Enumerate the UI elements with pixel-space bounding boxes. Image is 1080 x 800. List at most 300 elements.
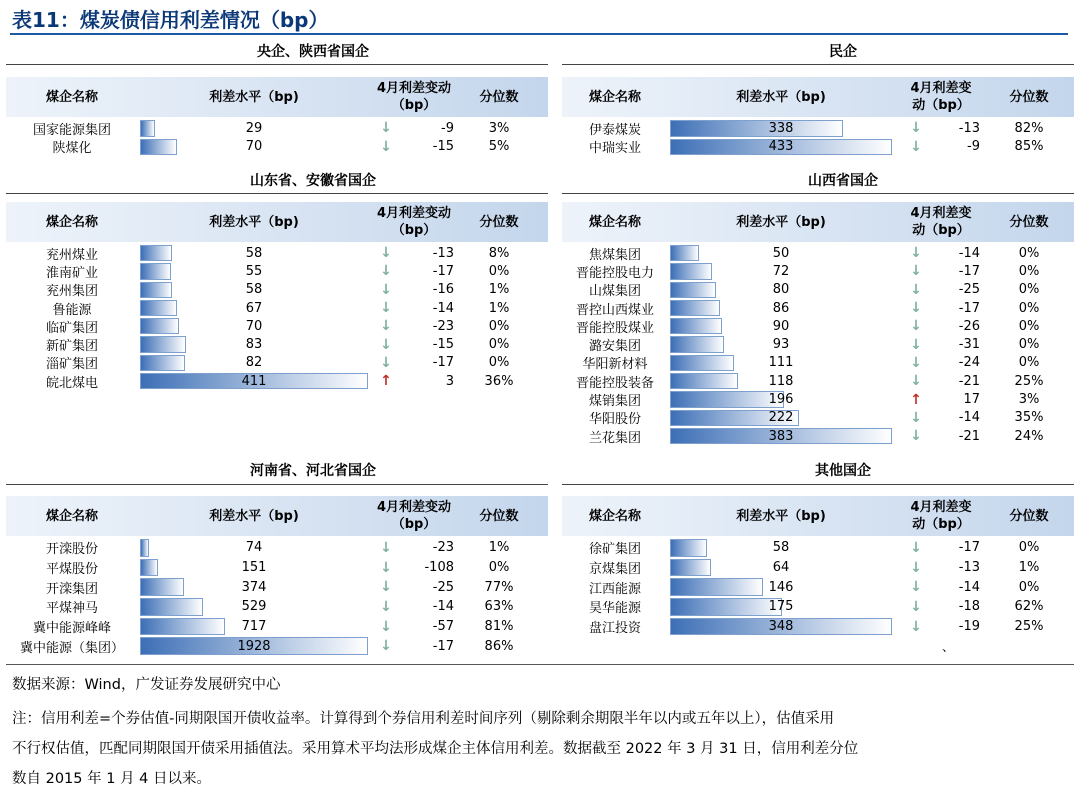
- spread-change: -14: [432, 599, 454, 615]
- spread-change: 3: [445, 373, 454, 389]
- spread-bar: [670, 318, 722, 334]
- company-name: 国家能源集团: [32, 122, 111, 138]
- spread-bar: [140, 355, 185, 371]
- spread-bar: [670, 578, 763, 596]
- spread-bar: [140, 300, 177, 316]
- percentile: 0%: [1018, 355, 1040, 371]
- spread-bar: [140, 245, 172, 261]
- spread-value: 82: [245, 355, 263, 371]
- spread-change: -19: [958, 619, 980, 635]
- arrow-down-icon: ↓: [380, 318, 392, 335]
- table-body: [6, 242, 548, 390]
- spread-level: [140, 558, 368, 578]
- header-change: 4月利差变动（bp）: [910, 500, 972, 532]
- company-name: 煤销集团: [588, 394, 641, 410]
- spread-level: [140, 281, 368, 299]
- section-title: 其他国企: [815, 463, 871, 479]
- spread-value: 58: [772, 540, 790, 556]
- table-row: [6, 538, 548, 558]
- spread-bar: [140, 318, 179, 334]
- spread-bar: [140, 139, 177, 156]
- table-body: [6, 117, 548, 156]
- footer-rule: [6, 664, 1074, 665]
- spread-value: 72: [772, 263, 790, 279]
- note-line-3: 数自 2015 年 1 月 4 日以来。: [12, 771, 212, 787]
- company-name: 临矿集团: [45, 320, 98, 336]
- table-row: [562, 427, 1074, 445]
- percentile: 81%: [484, 619, 514, 635]
- note-line-2: 不行权估值，匹配同期限国开债采用插值法。采用算术平均法形成煤企主体信用利差。数据截至 2022 年 3 月 31 日，信用利差分位: [12, 741, 859, 757]
- spread-level: [140, 262, 368, 280]
- table-header: [562, 77, 1074, 117]
- section-rule: [6, 484, 548, 485]
- spread-bar: [670, 245, 699, 261]
- spread-level: [670, 597, 892, 617]
- company-name: 平煤股份: [45, 562, 98, 578]
- spread-bar: [670, 120, 843, 137]
- company-name: 兖州煤业: [45, 247, 98, 263]
- spread-level: [670, 577, 892, 597]
- spread-value: 29: [245, 120, 263, 136]
- spread-value: 433: [768, 139, 794, 155]
- table-row: [562, 138, 1074, 157]
- table-row: [6, 354, 548, 372]
- percentile: 0%: [1018, 263, 1040, 279]
- panel-other: [562, 496, 1074, 636]
- arrow-down-icon: ↓: [910, 300, 922, 317]
- table-row: [562, 119, 1074, 138]
- table-header: [562, 496, 1074, 536]
- percentile: 1%: [1018, 560, 1040, 576]
- header-level: 利差水平（bp): [736, 214, 826, 230]
- spread-level: [670, 244, 892, 262]
- spread-value: 86: [772, 300, 790, 316]
- table-row: [562, 262, 1074, 280]
- table-row: [562, 409, 1074, 427]
- company-name: 皖北煤电: [45, 375, 98, 391]
- percentile: 35%: [1014, 410, 1044, 426]
- table-row: [562, 335, 1074, 353]
- spread-level: [670, 409, 892, 427]
- spread-level: [140, 299, 368, 317]
- spread-level: [140, 354, 368, 372]
- table-row: [6, 335, 548, 353]
- spread-change: -17: [958, 300, 980, 316]
- spread-level: [670, 558, 892, 578]
- spread-bar: [670, 373, 738, 389]
- table-row: [6, 597, 548, 617]
- table-header: [6, 202, 548, 242]
- percentile: 63%: [484, 599, 514, 615]
- section-title: 山西省国企: [808, 173, 878, 189]
- spread-change: -14: [958, 245, 980, 261]
- arrow-down-icon: ↓: [910, 245, 922, 262]
- arrow-down-icon: ↓: [910, 336, 922, 353]
- spread-bar: [140, 263, 171, 279]
- spread-value: 717: [241, 619, 267, 635]
- header-change: 4月利差变动（bp）: [910, 206, 972, 238]
- percentile: 85%: [1014, 139, 1044, 155]
- spread-bar: [140, 282, 172, 298]
- header-level: 利差水平（bp): [209, 214, 299, 230]
- header-percentile: 分位数: [1009, 508, 1049, 524]
- spread-value: 55: [245, 263, 263, 279]
- arrow-down-icon: ↓: [910, 598, 922, 615]
- table-body: [562, 536, 1074, 636]
- spread-change: -21: [958, 373, 980, 389]
- spread-level: [670, 138, 892, 157]
- spread-change: -17: [958, 263, 980, 279]
- spread-value: 338: [768, 120, 794, 136]
- spread-level: [140, 538, 368, 558]
- header-name: 煤企名称: [588, 89, 641, 105]
- company-name: 江西能源: [588, 581, 641, 597]
- header-change: 4月利差变动（bp）: [376, 500, 452, 532]
- table-row: [6, 138, 548, 157]
- spread-level: [140, 317, 368, 335]
- company-name: 伊泰煤炭: [588, 122, 641, 138]
- spread-change: -9: [967, 139, 980, 155]
- data-source: 数据来源：Wind，广发证券发展研究中心: [12, 677, 281, 693]
- table-row: [562, 577, 1074, 597]
- spread-bar: [140, 598, 203, 616]
- table-row: [562, 372, 1074, 390]
- header-name: 煤企名称: [588, 508, 641, 524]
- header-percentile: 分位数: [1009, 89, 1049, 105]
- spread-bar: [140, 336, 186, 352]
- arrow-down-icon: ↓: [380, 638, 392, 655]
- spread-change: -57: [432, 619, 454, 635]
- spread-change: -14: [958, 410, 980, 426]
- spread-value: 58: [245, 282, 263, 298]
- percentile: 0%: [1018, 337, 1040, 353]
- table-row: [6, 317, 548, 335]
- spread-level: [670, 354, 892, 372]
- spread-value: 83: [245, 337, 263, 353]
- spread-change: -17: [432, 355, 454, 371]
- panel-central-shaanxi: [6, 77, 548, 156]
- table-body: [6, 536, 548, 656]
- spread-value: 64: [772, 560, 790, 576]
- table-row: [6, 244, 548, 262]
- spread-value: 70: [245, 318, 263, 334]
- percentile: 0%: [488, 318, 510, 334]
- spread-change: -108: [424, 560, 454, 576]
- company-name: 冀中能源（集团）: [19, 640, 124, 656]
- table-row: [562, 597, 1074, 617]
- company-name: 开滦集团: [45, 581, 98, 597]
- arrow-up-icon: ↑: [910, 391, 922, 408]
- spread-change: -15: [432, 337, 454, 353]
- company-name: 华阳新材料: [582, 357, 648, 373]
- arrow-down-icon: ↓: [380, 300, 392, 317]
- spread-change: -26: [958, 318, 980, 334]
- percentile: 0%: [488, 337, 510, 353]
- company-name: 晋能控股装备: [575, 375, 654, 391]
- company-name: 晋能控股煤业: [575, 320, 654, 336]
- company-name: 淄矿集团: [45, 357, 98, 373]
- spread-level: [670, 617, 892, 637]
- percentile: 0%: [488, 355, 510, 371]
- section-title: 央企、陕西省国企: [257, 44, 369, 60]
- spread-level: [670, 262, 892, 280]
- percentile: 5%: [488, 139, 510, 155]
- spread-change: 17: [963, 392, 980, 408]
- arrow-down-icon: ↓: [910, 618, 922, 635]
- spread-value: 222: [768, 410, 794, 426]
- arrow-down-icon: ↓: [910, 428, 922, 445]
- percentile: 1%: [488, 300, 510, 316]
- company-name: 新矿集团: [45, 339, 98, 355]
- company-name: 晋控山西煤业: [575, 302, 654, 318]
- spread-value: 70: [245, 139, 263, 155]
- stray-mark: 、: [942, 640, 955, 654]
- title-rule: [10, 33, 1068, 35]
- spread-value: 118: [768, 373, 794, 389]
- header-percentile: 分位数: [479, 508, 519, 524]
- section-rule: [562, 193, 1074, 194]
- company-name: 晋能控股电力: [575, 265, 654, 281]
- spread-change: -13: [958, 120, 980, 136]
- arrow-down-icon: ↓: [910, 281, 922, 298]
- table-body: [562, 117, 1074, 156]
- table-row: [562, 299, 1074, 317]
- table-row: [6, 119, 548, 138]
- table-row: [6, 262, 548, 280]
- percentile: 8%: [488, 245, 510, 261]
- panel-private: [562, 77, 1074, 156]
- spread-value: 348: [768, 619, 794, 635]
- spread-change: -17: [432, 638, 454, 654]
- arrow-down-icon: ↓: [910, 354, 922, 371]
- percentile: 0%: [488, 263, 510, 279]
- spread-bar: [140, 559, 158, 577]
- spread-level: [670, 390, 892, 408]
- arrow-down-icon: ↓: [910, 579, 922, 596]
- section-rule: [562, 484, 1074, 485]
- table-row: [562, 390, 1074, 408]
- spread-level: [140, 617, 368, 637]
- table-row: [562, 558, 1074, 578]
- section-title: 河南省、河北省国企: [250, 463, 376, 479]
- percentile: 0%: [488, 560, 510, 576]
- spread-change: -14: [432, 300, 454, 316]
- table-body: [562, 242, 1074, 445]
- table-row: [6, 636, 548, 656]
- spread-value: 1928: [237, 638, 271, 654]
- spread-value: 111: [768, 355, 794, 371]
- company-name: 潞安集团: [588, 339, 641, 355]
- percentile: 0%: [1018, 540, 1040, 556]
- spread-bar: [670, 391, 784, 407]
- company-name: 陕煤化: [52, 141, 92, 157]
- panel-shandong-anhui: [6, 202, 548, 390]
- percentile: 0%: [1018, 282, 1040, 298]
- header-name: 煤企名称: [588, 214, 641, 230]
- arrow-down-icon: ↓: [910, 318, 922, 335]
- spread-change: -14: [958, 579, 980, 595]
- spread-level: [140, 244, 368, 262]
- arrow-down-icon: ↓: [910, 539, 922, 556]
- percentile: 25%: [1014, 619, 1044, 635]
- spread-value: 383: [768, 428, 794, 444]
- company-name: 京煤集团: [588, 562, 641, 578]
- spread-value: 90: [772, 318, 790, 334]
- spread-change: -17: [958, 540, 980, 556]
- table-row: [562, 281, 1074, 299]
- spread-level: [670, 281, 892, 299]
- spread-change: -9: [441, 120, 454, 136]
- spread-value: 93: [772, 337, 790, 353]
- company-name: 徐矿集团: [588, 542, 641, 558]
- company-name: 平煤神马: [45, 601, 98, 617]
- table-row: [6, 281, 548, 299]
- spread-change: -23: [432, 318, 454, 334]
- company-name: 昊华能源: [588, 601, 641, 617]
- spread-change: -13: [432, 245, 454, 261]
- spread-change: -25: [432, 579, 454, 595]
- table-row: [6, 372, 548, 390]
- percentile: 0%: [1018, 245, 1040, 261]
- arrow-down-icon: ↓: [910, 263, 922, 280]
- table-row: [6, 577, 548, 597]
- table-title: 表11：煤炭债信用利差情况（bp）: [12, 8, 329, 32]
- percentile: 3%: [488, 120, 510, 136]
- percentile: 1%: [488, 540, 510, 556]
- table-row: [562, 244, 1074, 262]
- arrow-down-icon: ↓: [380, 579, 392, 596]
- section-rule: [6, 193, 548, 194]
- spread-bar: [670, 300, 720, 316]
- table-row: [6, 558, 548, 578]
- table-header: [6, 496, 548, 536]
- section-title: 民企: [829, 44, 857, 60]
- spread-value: 50: [772, 245, 790, 261]
- company-name: 华阳股份: [588, 412, 641, 428]
- spread-level: [140, 372, 368, 390]
- header-percentile: 分位数: [1009, 214, 1049, 230]
- arrow-down-icon: ↓: [380, 618, 392, 635]
- spread-change: -13: [958, 560, 980, 576]
- header-level: 利差水平（bp): [736, 89, 826, 105]
- spread-level: [140, 335, 368, 353]
- panel-shanxi: [562, 202, 1074, 445]
- spread-value: 374: [241, 579, 267, 595]
- spread-value: 151: [241, 560, 267, 576]
- percentile: 77%: [484, 579, 514, 595]
- spread-change: -23: [432, 540, 454, 556]
- spread-level: [670, 299, 892, 317]
- arrow-down-icon: ↓: [380, 354, 392, 371]
- arrow-down-icon: ↓: [380, 120, 392, 137]
- spread-bar: [140, 578, 184, 596]
- company-name: 盘江投资: [588, 621, 641, 637]
- panel-henan-hebei: [6, 496, 548, 656]
- spread-level: [670, 119, 892, 138]
- spread-change: -15: [432, 139, 454, 155]
- header-level: 利差水平（bp): [209, 508, 299, 524]
- spread-level: [140, 119, 368, 138]
- spread-change: -18: [958, 599, 980, 615]
- spread-change: -16: [432, 282, 454, 298]
- header-change: 4月利差变动（bp）: [376, 81, 452, 113]
- arrow-down-icon: ↓: [910, 138, 922, 155]
- percentile: 0%: [1018, 579, 1040, 595]
- spread-change: -25: [958, 282, 980, 298]
- spread-value: 196: [768, 392, 794, 408]
- table-row: [562, 354, 1074, 372]
- spread-bar: [670, 559, 711, 577]
- spread-level: [670, 538, 892, 558]
- spread-level: [670, 317, 892, 335]
- arrow-down-icon: ↓: [910, 559, 922, 576]
- table-row: [6, 299, 548, 317]
- spread-change: -17: [432, 263, 454, 279]
- spread-value: 146: [768, 579, 794, 595]
- arrow-down-icon: ↓: [380, 281, 392, 298]
- header-change: 4月利差变动（bp）: [910, 81, 972, 113]
- spread-bar: [670, 598, 782, 616]
- company-name: 中瑞实业: [588, 141, 641, 157]
- arrow-down-icon: ↓: [910, 409, 922, 426]
- spread-bar: [140, 120, 155, 137]
- arrow-down-icon: ↓: [380, 138, 392, 155]
- note-line-1: 注：信用利差=个券估值-同期限国开债收益率。计算得到个券信用利差时间序列（剔除剩余期限半年以内或五年以上），估值采用: [12, 711, 835, 727]
- header-level: 利差水平（bp): [736, 508, 826, 524]
- spread-bar: [670, 355, 734, 371]
- header-percentile: 分位数: [479, 89, 519, 105]
- section-rule: [562, 64, 1074, 65]
- arrow-up-icon: ↑: [380, 373, 392, 390]
- spread-level: [140, 636, 368, 656]
- spread-value: 58: [245, 245, 263, 261]
- spread-bar: [140, 618, 225, 636]
- company-name: 山煤集团: [588, 284, 641, 300]
- percentile: 24%: [1014, 428, 1044, 444]
- company-name: 焦煤集团: [588, 247, 641, 263]
- company-name: 冀中能源峰峰: [32, 621, 111, 637]
- header-change: 4月利差变动（bp）: [376, 206, 452, 238]
- percentile: 0%: [1018, 318, 1040, 334]
- arrow-down-icon: ↓: [910, 373, 922, 390]
- arrow-down-icon: ↓: [380, 336, 392, 353]
- header-name: 煤企名称: [45, 508, 98, 524]
- company-name: 鲁能源: [52, 302, 92, 318]
- spread-bar: [670, 539, 707, 557]
- company-name: 兰花集团: [588, 430, 641, 446]
- company-name: 淮南矿业: [45, 265, 98, 281]
- spread-value: 529: [241, 599, 267, 615]
- spread-level: [670, 427, 892, 445]
- percentile: 36%: [484, 373, 514, 389]
- table-header: [562, 202, 1074, 242]
- header-percentile: 分位数: [479, 214, 519, 230]
- arrow-down-icon: ↓: [380, 263, 392, 280]
- table-row: [562, 317, 1074, 335]
- table-row: [6, 617, 548, 637]
- company-name: 开滦股份: [45, 542, 98, 558]
- spread-level: [140, 597, 368, 617]
- header-name: 煤企名称: [45, 214, 98, 230]
- table-row: [562, 538, 1074, 558]
- spread-level: [670, 335, 892, 353]
- arrow-down-icon: ↓: [380, 245, 392, 262]
- percentile: 86%: [484, 638, 514, 654]
- section-rule: [6, 64, 548, 65]
- percentile: 3%: [1018, 392, 1040, 408]
- spread-value: 175: [768, 599, 794, 615]
- percentile: 1%: [488, 282, 510, 298]
